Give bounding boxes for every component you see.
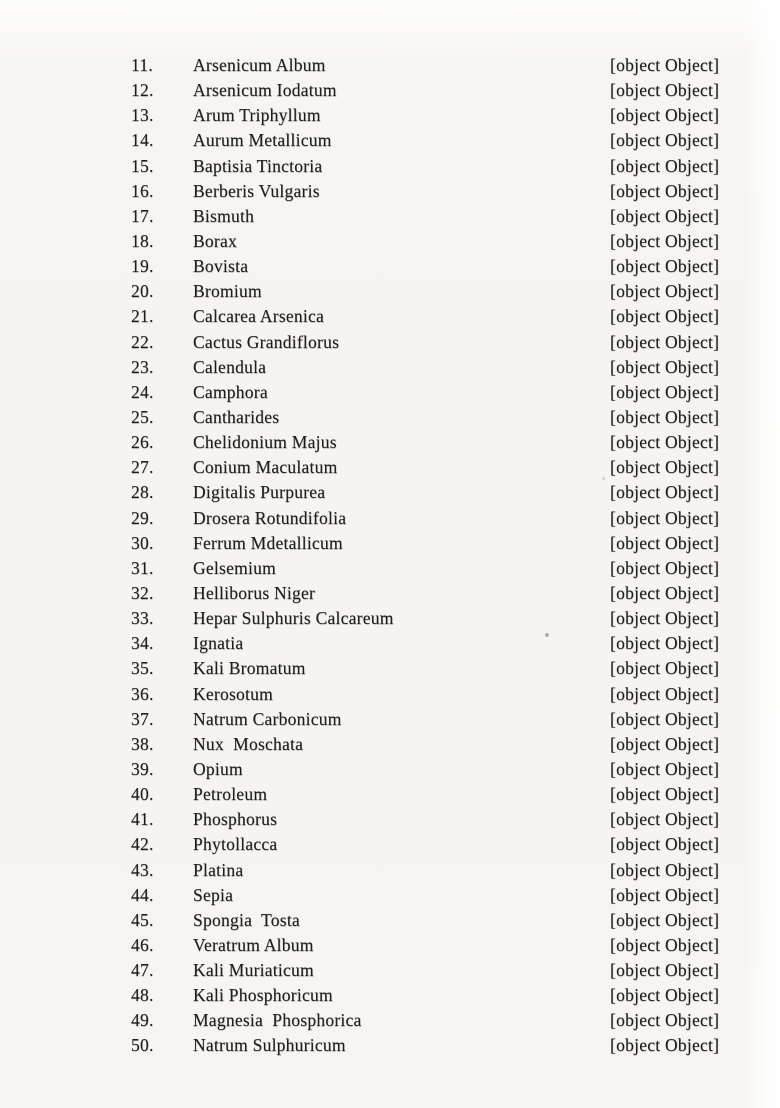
- entry-number: 50.: [131, 1035, 154, 1056]
- entry-page-number: [object Object]: [610, 230, 720, 251]
- toc-entry-row: [0, 531, 780, 556]
- entry-title: Bromium: [193, 281, 262, 302]
- entry-number: 24.: [131, 381, 154, 402]
- entry-page-number: [object Object]: [610, 582, 720, 603]
- entry-number: 49.: [131, 1010, 154, 1031]
- entry-page-number: [object Object]: [610, 708, 720, 729]
- toc-entry-row: [0, 732, 780, 757]
- entry-number: 31.: [131, 557, 154, 578]
- entry-number: 39.: [131, 758, 154, 779]
- toc-entry-row: [0, 53, 780, 78]
- toc-entry-row: [0, 405, 780, 430]
- entry-title: Bovista: [193, 256, 249, 277]
- entry-number: 17.: [131, 205, 154, 226]
- entry-title: Camphora: [193, 381, 268, 402]
- entry-page-number: [object Object]: [610, 306, 720, 327]
- entry-page-number: [object Object]: [610, 683, 720, 704]
- toc-entry-row: [0, 983, 780, 1008]
- entry-number: 26.: [131, 432, 154, 453]
- entry-title: Hepar Sulphuris Calcareum: [193, 608, 394, 629]
- entry-title: Chelidonium Majus: [193, 432, 337, 453]
- entry-title: Berberis Vulgaris: [193, 180, 320, 201]
- toc-entry-row: [0, 304, 780, 329]
- entry-title: Veratrum Album: [193, 934, 314, 955]
- entry-page-number: [object Object]: [610, 507, 720, 528]
- entry-title: Aurum Metallicum: [193, 130, 332, 151]
- entry-title: Cantharides: [193, 406, 280, 427]
- entry-page-number: [object Object]: [610, 733, 720, 754]
- entry-page-number: [object Object]: [610, 155, 720, 176]
- entry-number: 37.: [131, 708, 154, 729]
- entry-page-number: [object Object]: [610, 180, 720, 201]
- toc-entry-row: [0, 908, 780, 933]
- entry-title: Natrum Carbonicum: [193, 708, 342, 729]
- entry-title: Conium Maculatum: [193, 457, 338, 478]
- entry-title: Opium: [193, 758, 243, 779]
- toc-entry-row: [0, 480, 780, 505]
- toc-entry-row: [0, 430, 780, 455]
- entry-page-number: [object Object]: [610, 809, 720, 830]
- entry-number: 11.: [131, 55, 153, 75]
- toc-entry-row: [0, 958, 780, 983]
- toc-entry-row: [0, 782, 780, 807]
- entry-title: Magnesia Phosphorica: [193, 1010, 362, 1031]
- entry-title: Petroleum: [193, 784, 268, 805]
- entry-number: 28.: [131, 482, 154, 503]
- entry-title: Arsenicum Iodatum: [193, 80, 337, 101]
- entry-page-number: [object Object]: [610, 105, 720, 126]
- entry-page-number: [object Object]: [610, 859, 720, 880]
- entry-number: 47.: [131, 960, 154, 981]
- entry-title: Calcarea Arsenica: [193, 306, 325, 327]
- entry-number: 14.: [131, 130, 154, 151]
- entry-title: Sepia: [193, 884, 234, 905]
- entry-page-number: [object Object]: [610, 633, 720, 654]
- entry-title: Phosphorus: [193, 809, 278, 830]
- entry-page-number: [object Object]: [610, 432, 720, 453]
- entry-title: Baptisia Tinctoria: [193, 155, 323, 176]
- entry-number: 13.: [131, 105, 154, 126]
- entry-number: 30.: [131, 532, 154, 553]
- entry-title: Nux Moschata: [193, 733, 304, 754]
- toc-entry-row: [0, 78, 780, 103]
- toc-entry-row: [0, 807, 780, 832]
- entry-title: Kali Muriaticum: [193, 960, 314, 981]
- entry-page-number: [object Object]: [610, 658, 720, 679]
- entry-number: 36.: [131, 683, 154, 704]
- entry-page-number: [object Object]: [610, 457, 720, 478]
- scan-speck: [602, 477, 605, 480]
- entry-title: Calendula: [193, 356, 267, 377]
- entry-number: 27.: [131, 457, 154, 478]
- entry-number: 23.: [131, 356, 154, 377]
- entry-number: 34.: [131, 633, 154, 654]
- entry-title: Drosera Rotundifolia: [193, 507, 347, 528]
- entry-page-number: [object Object]: [610, 909, 720, 930]
- toc-entry-row: [0, 506, 780, 531]
- entry-title: Arsenicum Album: [193, 55, 326, 75]
- entry-number: 33.: [131, 608, 154, 629]
- entry-number: 25.: [131, 406, 154, 427]
- entry-title: Kali Phosphoricum: [193, 985, 333, 1006]
- toc-entry-row: [0, 707, 780, 732]
- entry-page-number: [object Object]: [610, 532, 720, 553]
- entry-page-number: [object Object]: [610, 281, 720, 302]
- entry-title: Borax: [193, 230, 238, 251]
- entry-number: 12.: [131, 80, 154, 101]
- entry-page-number: [object Object]: [610, 985, 720, 1006]
- entry-title: Arum Triphyllum: [193, 105, 321, 126]
- entry-page-number: [object Object]: [610, 130, 720, 151]
- entry-page-number: [object Object]: [610, 784, 720, 805]
- entry-page-number: [object Object]: [610, 1010, 720, 1031]
- toc-entry-row: [0, 179, 780, 204]
- entry-page-number: [object Object]: [610, 356, 720, 377]
- entry-title: Digitalis Purpurea: [193, 482, 326, 503]
- entry-title: Kali Bromatum: [193, 658, 306, 679]
- entry-page-number: [object Object]: [610, 256, 720, 277]
- toc-entry-row: [0, 455, 780, 480]
- entry-number: 35.: [131, 658, 154, 679]
- entry-page-number: [object Object]: [610, 80, 720, 101]
- entry-title: Natrum Sulphuricum: [193, 1035, 346, 1056]
- toc-entry-row: [0, 279, 780, 304]
- entry-number: 38.: [131, 733, 154, 754]
- entry-title: Ferrum Mdetallicum: [193, 532, 343, 553]
- entry-number: 46.: [131, 934, 154, 955]
- entry-title: Platina: [193, 859, 244, 880]
- entry-title: Gelsemium: [193, 557, 276, 578]
- toc-entry-row: [0, 1033, 780, 1058]
- entry-page-number: [object Object]: [610, 557, 720, 578]
- entry-number: 42.: [131, 834, 154, 855]
- toc-entry-row: [0, 883, 780, 908]
- toc-entry-row: [0, 154, 780, 179]
- entry-number: 29.: [131, 507, 154, 528]
- entry-number: 43.: [131, 859, 154, 880]
- entry-number: 44.: [131, 884, 154, 905]
- toc-entry-row: [0, 631, 780, 656]
- toc-entry-row: [0, 229, 780, 254]
- entry-title: Spongia Tosta: [193, 909, 300, 930]
- entry-title: Kerosotum: [193, 683, 274, 704]
- entry-page-number: [object Object]: [610, 960, 720, 981]
- entry-page-number: [object Object]: [610, 331, 720, 352]
- toc-entry-row: [0, 556, 780, 581]
- entry-title: Phytollacca: [193, 834, 278, 855]
- toc-entry-row: [0, 254, 780, 279]
- entry-page-number: [object Object]: [610, 834, 720, 855]
- entry-page-number: [object Object]: [610, 381, 720, 402]
- toc-entry-row: [0, 128, 780, 153]
- toc-entry-row: [0, 204, 780, 229]
- toc-entry-row: [0, 1008, 780, 1033]
- entry-number: 32.: [131, 582, 154, 603]
- toc-entry-row: [0, 103, 780, 128]
- toc-entry-row: [0, 380, 780, 405]
- entry-number: 48.: [131, 985, 154, 1006]
- entry-page-number: [object Object]: [610, 758, 720, 779]
- entry-page-number: [object Object]: [610, 884, 720, 905]
- scan-speck: [545, 633, 549, 637]
- entry-page-number: [object Object]: [610, 934, 720, 955]
- toc-entry-row: [0, 832, 780, 857]
- entry-number: 19.: [131, 256, 154, 277]
- entry-page-number: [object Object]: [610, 406, 720, 427]
- entry-number: 20.: [131, 281, 154, 302]
- entry-number: 41.: [131, 809, 154, 830]
- entry-number: 40.: [131, 784, 154, 805]
- entry-page-number: [object Object]: [610, 55, 720, 75]
- toc-entry-row: [0, 330, 780, 355]
- toc-list: [0, 53, 780, 1059]
- entry-title: Bismuth: [193, 205, 255, 226]
- entry-number: 22.: [131, 331, 154, 352]
- toc-entry-row: [0, 606, 780, 631]
- toc-entry-row: [0, 581, 780, 606]
- entry-number: 15.: [131, 155, 154, 176]
- toc-entry-row: [0, 858, 780, 883]
- entry-page-number: [object Object]: [610, 205, 720, 226]
- entry-number: 16.: [131, 180, 154, 201]
- entry-page-number: [object Object]: [610, 482, 720, 503]
- entry-title: Cactus Grandiflorus: [193, 331, 340, 352]
- toc-entry-row: [0, 656, 780, 681]
- entry-title: Helliborus Niger: [193, 582, 316, 603]
- entry-number: 45.: [131, 909, 154, 930]
- entry-number: 21.: [131, 306, 154, 327]
- toc-entry-row: [0, 355, 780, 380]
- toc-entry-row: [0, 933, 780, 958]
- toc-entry-row: [0, 757, 780, 782]
- entry-title: Ignatia: [193, 633, 244, 654]
- entry-page-number: [object Object]: [610, 1035, 720, 1056]
- entry-page-number: [object Object]: [610, 608, 720, 629]
- toc-entry-row: [0, 682, 780, 707]
- entry-number: 18.: [131, 230, 154, 251]
